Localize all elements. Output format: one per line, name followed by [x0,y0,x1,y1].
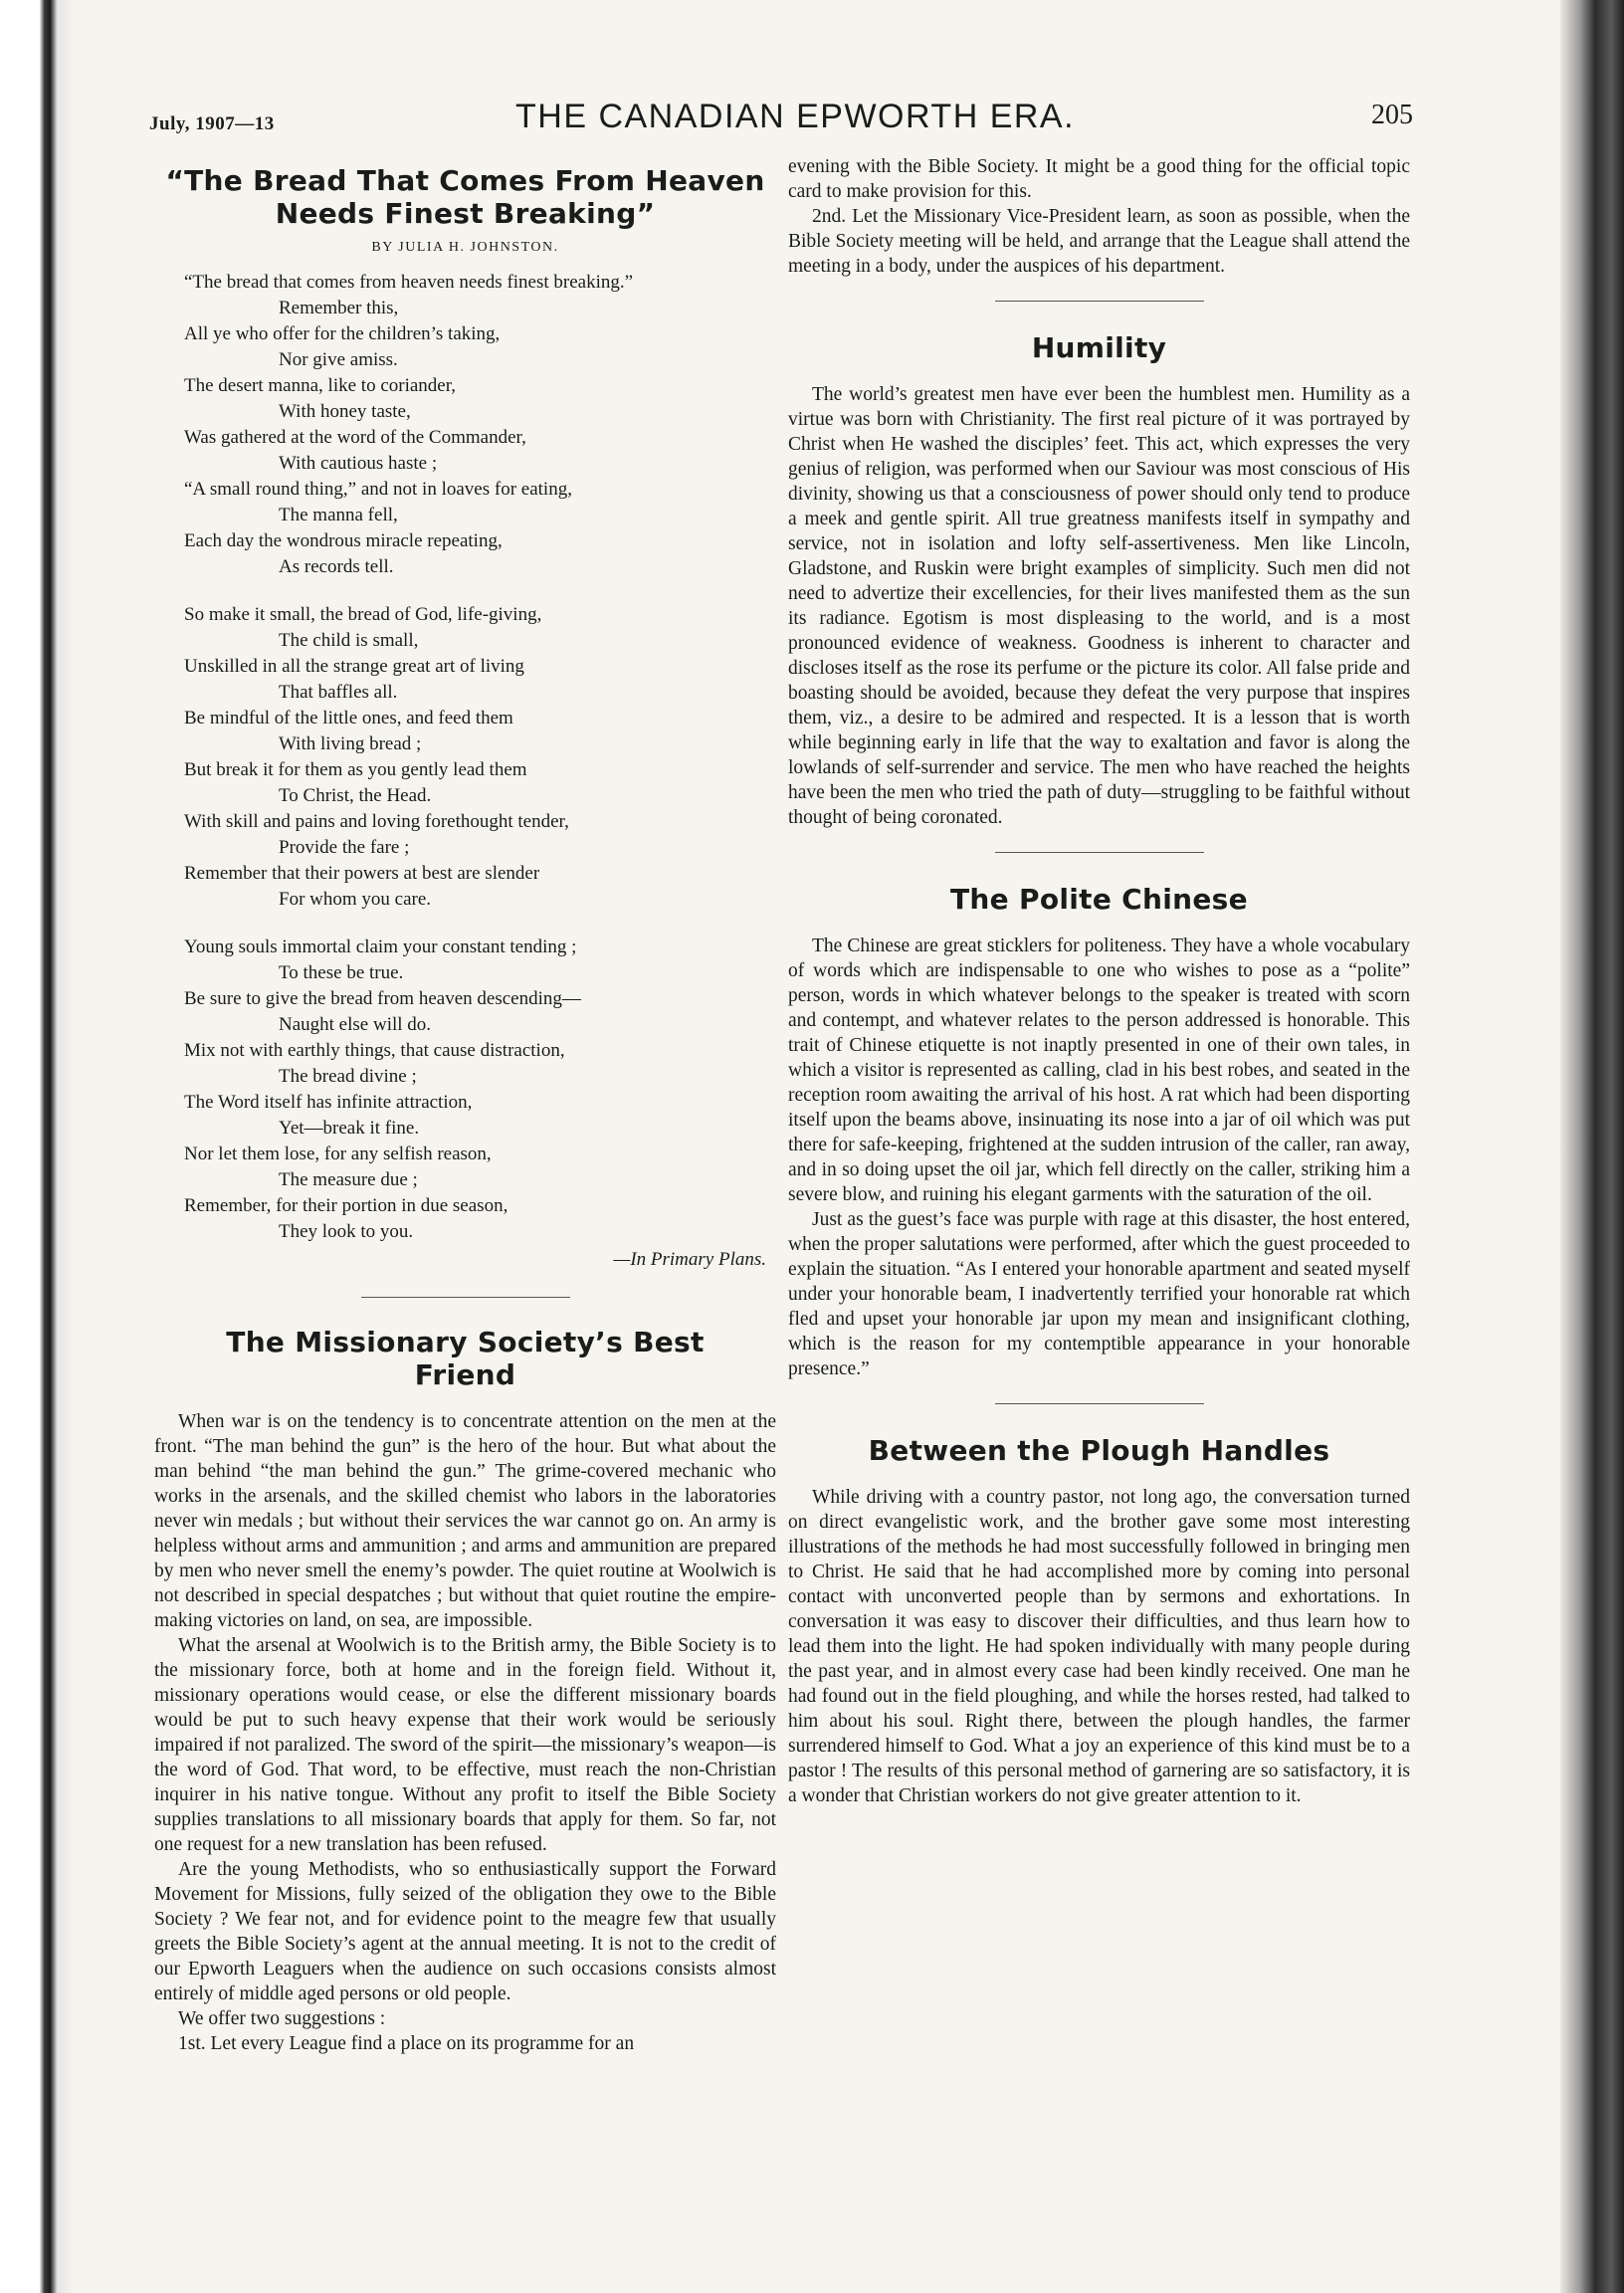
chinese-title: The Polite Chinese [950,883,1248,916]
poem-byline: BY JULIA H. JOHNSTON. [371,240,559,255]
chinese-paragraph: The Chinese are great sticklers for politeness. They have a whole vocabulary of words which are indispensable to one who wishes to pose as a “polite” person, words in which whatever belongs to the speaker is treated with scorn and contempt, and whatever relates to the person addressed is honorable. This trait of Chinese etiquette is not inaptly presented in one of their own tales, in which a visitor is represented as calling, clad in his best robes, and seated in the reception room awaiting the arrival of his host. A rat which had been disporting itself upon the beams above, insinuating its nose into a jar of oil which was put there for safe-keeping, frightened at the sudden intrusion of the caller, ran away, and in so doing upset the oil jar, which fell directly on the caller, striking him a severe blow, and ruining his elegant garments with the saturation of the oil. [788,936,1410,1205]
missionary-paragraph: When war is on the tendency is to concentrate attention on the men at the front. “The man behind the gun” is the hero of the hour. But what about the man behind “the man behind the gun.” The grime-covered mechanic who works in the arsenals, and the skilled chemist who labors in the laboratories never win medals ; but without their services the war cannot go on. An army is helpless without arms and ammunition ; and arms and ammunition are prepared by men who never smell the enemy’s powder. The quiet routine at Woolwich is not described in special despatches ; but without that quiet routine the empire-making victories on land, on sea, are impossible. [154,1411,776,1631]
right-column [788,154,1410,1808]
poem-line: Remember, for their portion in due season, [184,1195,508,1216]
masthead [149,98,1413,147]
poem-line: But break it for them as you gently lead them [184,759,527,780]
poem-line: For whom you care. [279,889,432,910]
plough-paragraph: While driving with a country pastor, not long ago, the conversation turned on direct evangelistic work, and the brother gave some most interesting illustrations of the methods he had most successfully followed in bringing men to Christ. He said that he had accomplished more by coming into personal contact with unconverted people than by sermons and exhortations. In conversation it was easy to discover their difficulties, and thus learn how to lead them into the light. He had spoken individually with many people during the past year, and in almost every case had been kindly received. One man he had found out in the field ploughing, and while the horses rested, had talked to him about his soul. Right there, between the plough handles, the farmer surrendered himself to God. What a joy an experience of this kind must be to a pastor ! The results of this personal method of garnering are so satisfactory, it is a wonder that Christian workers do not give greater attention to it. [788,1487,1410,1806]
poem-line: With living bread ; [279,733,422,754]
scan-edge-right [1560,0,1624,2293]
poem-line: To Christ, the Head. [279,785,432,806]
poem-line: They look to you. [279,1221,414,1242]
spacer [788,1477,1410,1485]
poem-line: So make it small, the bread of God, life-giving, [184,604,542,625]
poem-line: All ye who offer for the children’s taking, [184,323,501,344]
poem-line: Mix not with earthly things, that cause distraction, [184,1040,565,1061]
poem-line: Young souls immortal claim your constant tending ; [184,937,577,957]
poem-line: The child is small, [279,630,419,651]
poem-line: Provide the fare ; [279,837,410,858]
section-divider [995,852,1204,853]
poem-stanza [184,270,776,580]
poem-line: Unskilled in all the strange great art of living [184,656,524,677]
scan-edge-left [0,0,72,2293]
poem-line: The desert manna, like to coriander, [184,375,457,396]
poem-line: With cautious haste ; [279,453,438,474]
section-divider [995,301,1204,302]
poem-line: To these be true. [279,962,404,983]
page-number: 205 [1371,100,1413,130]
plough-title: Between the Plough Handles [868,1434,1330,1467]
missionary-continued: 2nd. Let the Missionary Vice-President learn, as soon as possible, when the Bible Society meeting will be held, and arrange that the League shall attend the meeting in a body, under the auspices of his department. [788,206,1410,277]
poem-line: With honey taste, [279,401,411,422]
poem-line: Be mindful of the little ones, and feed them [184,708,513,729]
section-divider [361,1297,570,1298]
poem-line: Be sure to give the bread from heaven descending— [184,988,581,1009]
poem-line: With skill and pains and loving forethought tender, [184,811,569,832]
spacer [154,1401,776,1409]
poem-line: The measure due ; [279,1169,418,1190]
poem-line: As records tell. [279,556,394,577]
poem-line: Yet—break it fine. [279,1118,420,1139]
poem-line: That baffles all. [279,682,398,703]
poem [154,270,776,1245]
missionary-paragraph: What the arsenal at Woolwich is to the British army, the Bible Society is to the missionary force, both at home and in the foreign field. Without it, missionary operations would cease, or else the different missionary boards would be put to such heavy expense that their work would be seriously impaired if not paralized. The sword of the spirit—the missionary’s weapon—is the word of God. That word, to be effective, must reach the non-Christian inquirer in his native tongue. Without any profit to itself the Bible Society supplies translations to all missionary boards that apply for them. So far, not one request for a new translation has been refused. [154,1635,776,1855]
spacer [788,926,1410,934]
poem-line: Naught else will do. [279,1014,432,1035]
chinese-paragraph: Just as the guest’s face was purple with rage at this disaster, the host entered, when the proper salutations were performed, after which the guest proceeded to explain the situation. “As I entered your honorable apartment and seated myself under your honorable beam, I inadvertently terrified your honorable rat which fled and upset your honorable jar upon my mean and insignificant clothing, which is the reason for my contemptible appearance in your honorable presence.” [788,1209,1410,1379]
missionary-paragraph: 1st. Let every League find a place on its programme for an [178,2033,635,2054]
poem-line: Remember that their powers at best are slender [184,863,540,884]
poem-title: “The Bread That Comes From Heaven Needs Finest Breaking” [165,164,765,230]
poem-line: The manna fell, [279,505,398,525]
poem-line: Nor give amiss. [279,349,398,370]
missionary-paragraph: Are the young Methodists, who so enthusiastically support the Forward Movement for Missions, fully seized of the obligation they owe to the Bible Society ? We fear not, and for evidence point to the meagre few that usually greets the Bible Society’s agent at the annual meeting. It is not to the credit of our Epworth Leaguers when the audience on such occasions consists almost entirely of middle aged persons or old people. [154,1859,776,2004]
missionary-title: The Missionary Society’s Best Friend [226,1326,705,1391]
poem-line: The bread divine ; [279,1066,417,1087]
poem-line: Nor let them lose, for any selfish reason, [184,1144,492,1164]
poem-source: —In Primary Plans. [613,1249,766,1270]
spacer [788,374,1410,382]
poem-line: Each day the wondrous miracle repeating, [184,530,503,551]
missionary-paragraph: We offer two suggestions : [178,2008,386,2029]
poem-stanza [184,602,776,913]
missionary-continued: evening with the Bible Society. It might be a good thing for the official topic card to make provision for this. [788,156,1410,202]
issue-date: July, 1907—13 [149,113,275,134]
poem-line: Was gathered at the word of the Commander, [184,427,526,448]
left-column [154,164,776,2056]
publication-title: THE CANADIAN EPWORTH ERA. [515,98,1076,135]
poem-stanza [184,935,776,1245]
section-divider [995,1403,1204,1404]
poem-line: Remember this, [279,298,399,318]
poem-line: The Word itself has infinite attraction, [184,1092,473,1113]
poem-line: “A small round thing,” and not in loaves for eating, [184,479,572,500]
poem-line: “The bread that comes from heaven needs finest breaking.” [184,272,634,293]
humility-paragraph: The world’s greatest men have ever been the humblest men. Humility as a virtue was born with Christianity. The first real picture of it was portrayed by Christ when He washed the disciples’ feet. This act, which expresses the very genius of religion, was performed when our Saviour was most conscious of His divinity, showing us that a consciousness of power should only tend to produce a meek and gentle spirit. All true greatness manifests itself in sympathy and service, not in isolation and lofty self-assertiveness. Men like Lincoln, Gladstone, and Ruskin were bright examples of simplicity. Such men did not need to advertize their excellencies, for their lives manifested them as the sun its radiance. Egotism is most displeasing to the world, and is a most pronounced evidence of weakness. Goodness is inherent to character and discloses itself as the rose its perfume or the picture its color. All false pride and boasting should be avoided, because they defeat the very purpose that inspires them, viz., a desire to be admired and respected. It is a lesson that is worth while beginning early in life that the way to exaltation and favor is along the lowlands of self-surrender and service. The men who have reached the heights have been the men who tried the path of duty—struggling to be faithful without thought of being coronated. [788,384,1410,828]
humility-title: Humility [1031,331,1167,364]
